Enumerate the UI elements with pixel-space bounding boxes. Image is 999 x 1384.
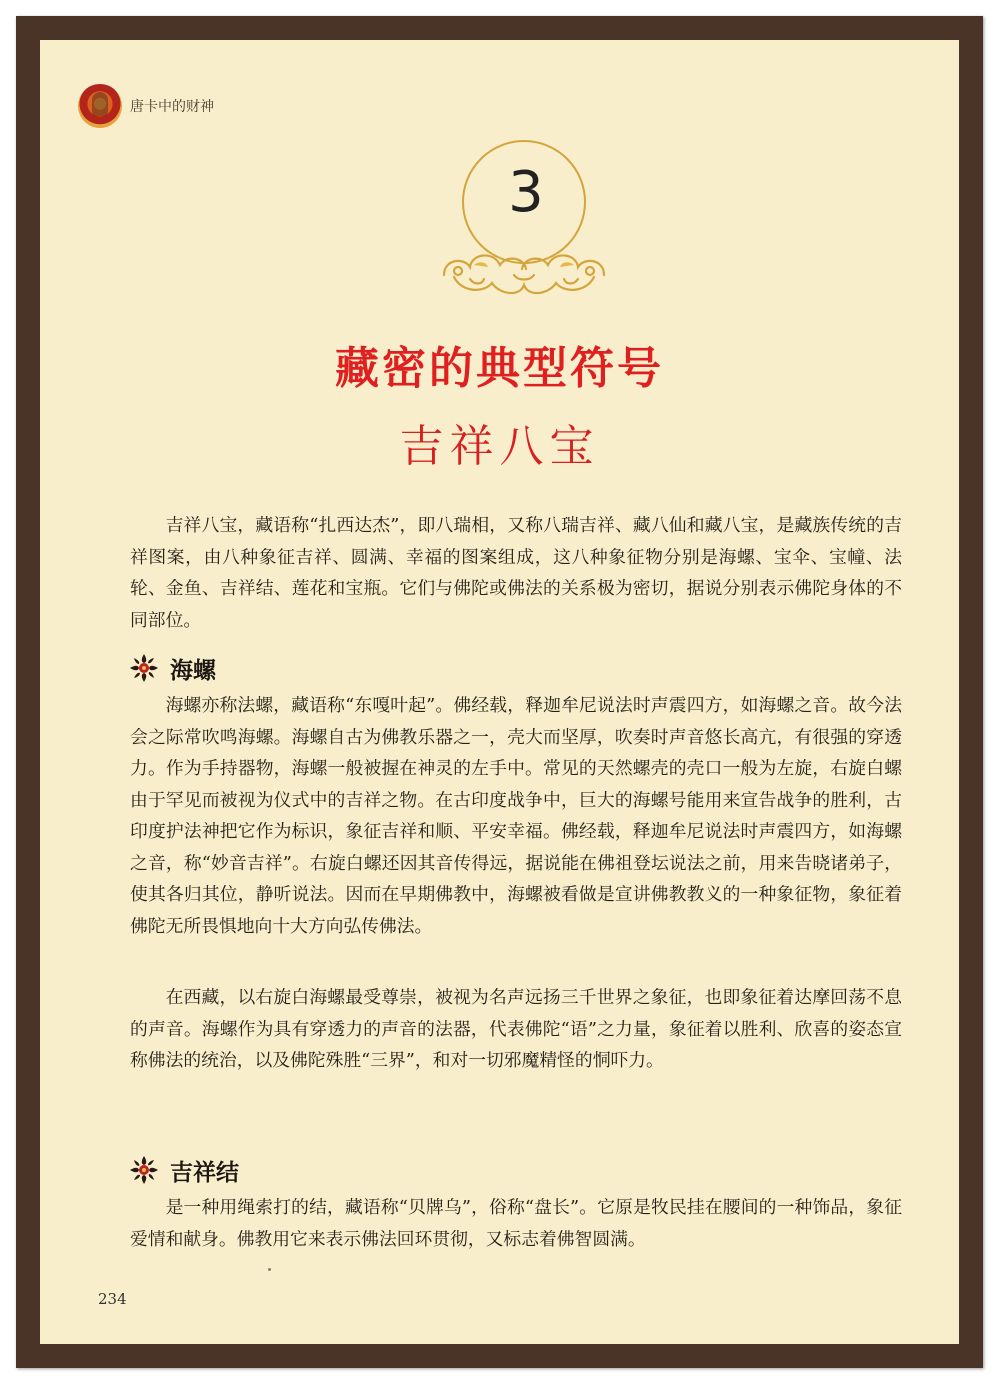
- running-header: [78, 84, 214, 128]
- thangka-deity-icon: [78, 84, 122, 128]
- auspicious-cloud-icon: [434, 235, 614, 305]
- chapter-number: 3: [508, 160, 544, 225]
- chapter-emblem: [434, 140, 614, 305]
- section-heading-conch: [128, 650, 216, 686]
- conch-paragraph-1: 海螺亦称法螺，藏语称“东嘎叶起”。佛经载，释迦牟尼说法时声震四方，如海螺之音。故今法会之际常吹鸣海螺。海螺自古为佛教乐器之一，壳大而坚厚，吹奏时声音悠长高亢，有很强的穿透力。作为手持器物，海螺一般被握在神灵的左手中。常见的天然螺壳的壳口一般为左旋，右旋白螺由于罕见而被视为仪式中的吉祥之物。在古印度战争中，巨大的海螺号能用来宣告战争的胜利，古印度护法神把它作为标识，象征吉祥和顺、平安幸福。佛经载，释迦牟尼说法时声震四方，如海螺之音，称“妙音吉祥”。右旋白螺还因其音传得远，据说能在佛祖登坛说法之前，用来告晓诸弟子，使其各归其位，静听说法。因而在早期佛教中，海螺被看做是宣讲佛教教义的一种象征物，象征着佛陀无所畏惧地向十大方向弘传佛法。: [130, 695, 902, 937]
- flower-ornament-icon: [128, 652, 160, 684]
- page-subtitle: 吉祥八宝: [399, 421, 600, 472]
- section-heading-text: 海螺: [170, 657, 216, 684]
- page-number: 234: [98, 1290, 127, 1308]
- conch-paragraph-2: 在西藏，以右旋白海螺最受尊崇，被视为名声远扬三千世界之象征，也即象征着达摩回荡不息的声音。海螺作为具有穿透力的声音的法器，代表佛陀“语”之力量，象征着以胜利、欣喜的姿态宣称佛法的统治，以及佛陀殊胜“三界”，和对一切邪魔精怪的恫吓力。: [130, 987, 902, 1071]
- section-heading-knot: [128, 1152, 239, 1188]
- print-speck: [268, 1268, 271, 1271]
- knot-paragraph: 是一种用绳索打的结，藏语称“贝牌乌”，俗称“盘长”。它原是牧民挂在腰间的一种饰品，象征爱情和献身。佛教用它来表示佛法回环贯彻，又标志着佛智圆满。: [130, 1197, 902, 1250]
- running-title: 唐卡中的财神: [130, 99, 214, 115]
- page-title: 藏密的典型符号: [335, 343, 664, 394]
- intro-paragraph: 吉祥八宝，藏语称“扎西达杰”，即八瑞相，又称八瑞吉祥、藏八仙和藏八宝，是藏族传统的吉祥图案，由八种象征吉祥、圆满、幸福的图案组成，这八种象征物分别是海螺、宝伞、宝幢、法轮、金鱼、吉祥结、莲花和宝瓶。它们与佛陀或佛法的关系极为密切，据说分别表示佛陀身体的不同部位。: [130, 515, 902, 631]
- section-heading-text: 吉祥结: [170, 1159, 239, 1186]
- flower-ornament-icon: [128, 1154, 160, 1186]
